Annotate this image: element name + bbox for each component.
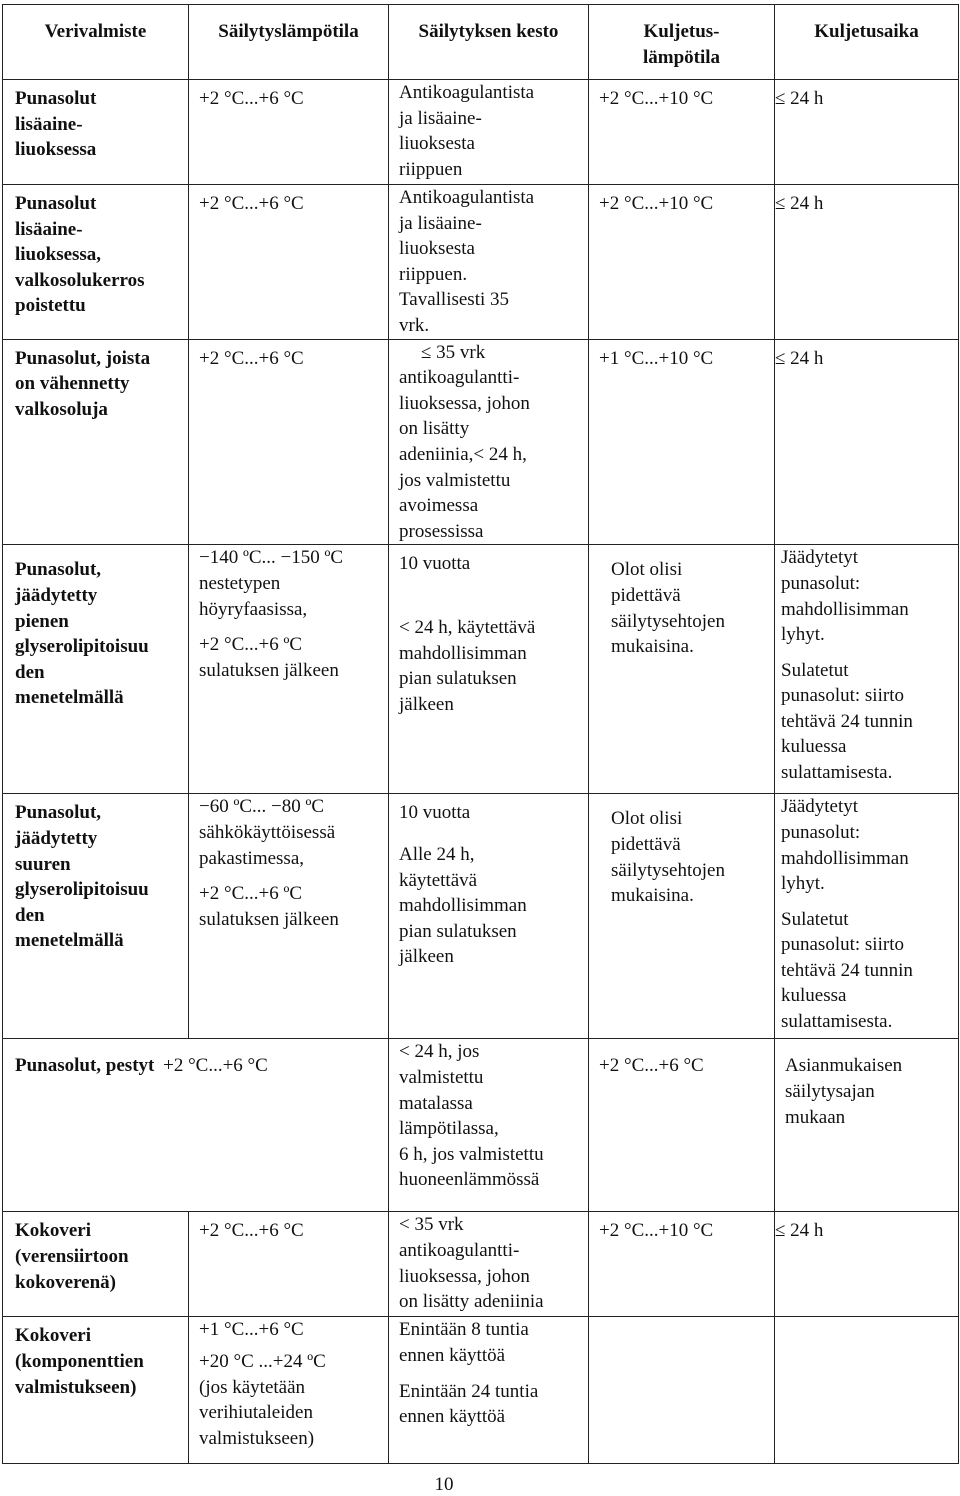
product-cell xyxy=(3,794,189,1039)
table-row xyxy=(3,1039,959,1212)
duration-line: ennen käyttöä xyxy=(399,1344,506,1366)
transport-time-cell xyxy=(775,1317,959,1464)
transport-temp-value: +2 °C...+10 °C xyxy=(599,193,714,214)
product-line: liuoksessa xyxy=(15,139,97,161)
table-row xyxy=(3,80,959,185)
transport-temp-cell xyxy=(589,1212,775,1317)
duration-line: on lisätty adeniinia xyxy=(399,1291,544,1313)
storage-temp-value: +2 °C...+6 °C xyxy=(199,88,304,109)
duration-line: Enintään 24 tuntia xyxy=(399,1380,539,1402)
product-line: Punasolut xyxy=(15,193,97,214)
transport-time-line: punasolut: xyxy=(781,572,861,594)
duration-line: ennen käyttöä xyxy=(399,1406,506,1428)
transport-temp-line: säilytysehtojen xyxy=(611,610,725,632)
transport-temp-line: säilytysehtojen xyxy=(611,859,725,881)
duration-line: valmistettu xyxy=(399,1066,484,1088)
duration-line: liuoksesta xyxy=(399,238,475,260)
product-line: lisäaine- xyxy=(15,113,83,135)
transport-time-line: sulattamisesta. xyxy=(781,1011,893,1033)
transport-time-value: ≤ 24 h xyxy=(775,347,824,369)
transport-time-cell xyxy=(775,794,959,1039)
transport-time-cell xyxy=(775,1212,959,1317)
product-line: den xyxy=(15,904,45,926)
transport-temp-line: pidettävä xyxy=(611,584,681,606)
transport-temp-value: +1 °C...+10 °C xyxy=(599,347,714,369)
storage-temp-cell xyxy=(189,80,389,185)
duration-line: antikoagulantti- xyxy=(399,367,520,389)
duration-line: < 24 h, käytettävä xyxy=(399,616,536,638)
duration-line: avoimessa xyxy=(399,495,479,517)
transport-time-cell xyxy=(775,1039,959,1212)
storage-temp-line: sähkökäyttöisessä xyxy=(199,821,336,843)
product-line: suuren xyxy=(15,853,71,875)
transport-temp-cell xyxy=(589,1317,775,1464)
product-line: menetelmällä xyxy=(15,687,124,709)
header-transport-temp-line1: Kuljetus- xyxy=(643,21,720,42)
table-row xyxy=(3,545,959,794)
transport-temp-cell xyxy=(589,185,775,340)
transport-time-line: punasolut: xyxy=(781,821,861,843)
duration-line: pian sulatuksen xyxy=(399,920,517,942)
product-line: den xyxy=(15,661,45,683)
duration-line: Antikoagulantista xyxy=(399,82,535,103)
transport-time-line: kuluessa xyxy=(781,985,847,1007)
table-header-row xyxy=(3,5,959,80)
transport-temp-line: mukaisina. xyxy=(611,636,694,658)
table-row xyxy=(3,1317,959,1464)
product-cell xyxy=(3,80,189,185)
storage-temp-line: verihiutaleiden xyxy=(199,1402,313,1424)
duration-line: liuoksesta xyxy=(399,133,475,155)
duration-line: adeniinia,< 24 h, xyxy=(399,443,527,465)
transport-time-line: mahdollisimman xyxy=(781,598,909,620)
product-line: Kokoveri xyxy=(15,1325,91,1347)
transport-time-line: punasolut: siirto xyxy=(781,685,904,707)
header-transport-temp-line2: lämpötila xyxy=(642,46,721,68)
transport-temp-cell xyxy=(589,80,775,185)
transport-temp-line: Olot olisi xyxy=(611,559,683,581)
storage-temp-cell xyxy=(189,545,389,794)
transport-temp-value: +2 °C...+6 °C xyxy=(599,1055,704,1077)
duration-cell xyxy=(389,794,589,1039)
duration-line: liuoksessa, johon xyxy=(399,392,530,414)
transport-temp-line: Olot olisi xyxy=(611,808,683,830)
transport-temp-cell xyxy=(589,794,775,1039)
transport-time-line: tehtävä 24 tunnin xyxy=(781,959,913,981)
product-line: poistettu xyxy=(15,295,86,317)
duration-line: < 35 vrk xyxy=(399,1214,464,1236)
product-line: jäädytetty xyxy=(15,827,98,849)
product-line: Punasolut, pestyt xyxy=(15,1055,155,1077)
duration-line: jälkeen xyxy=(399,693,454,715)
duration-line: huoneenlämmössä xyxy=(399,1169,540,1191)
product-cell xyxy=(3,185,189,340)
storage-temp-value: +2 °C...+6 °C xyxy=(199,347,304,369)
product-line: (verensiirtoon xyxy=(15,1245,129,1267)
product-cell xyxy=(3,1212,189,1317)
storage-temp-line: sulatuksen jälkeen xyxy=(199,908,339,930)
transport-time-value: ≤ 24 h xyxy=(775,88,824,109)
duration-cell xyxy=(389,545,589,794)
duration-cell xyxy=(389,1039,589,1212)
transport-temp-value: +2 °C...+10 °C xyxy=(599,88,714,109)
transport-temp-line: pidettävä xyxy=(611,833,681,855)
storage-temp-line: +1 °C...+6 °C xyxy=(199,1319,304,1341)
product-line: (komponenttien xyxy=(15,1350,144,1372)
duration-line: 6 h, jos valmistettu xyxy=(399,1143,544,1165)
storage-temp-cell xyxy=(189,1212,389,1317)
transport-temp-cell xyxy=(589,545,775,794)
transport-time-line: tehtävä 24 tunnin xyxy=(781,710,913,732)
product-line: on vähennetty xyxy=(15,373,130,395)
product-cell xyxy=(3,1317,189,1464)
transport-time-value: ≤ 24 h xyxy=(775,193,824,214)
transport-time-line: säilytysajan xyxy=(785,1080,875,1102)
transport-time-cell xyxy=(775,339,959,545)
transport-time-line: lyhyt. xyxy=(781,873,825,895)
transport-time-line: lyhyt. xyxy=(781,624,825,646)
storage-temp-cell xyxy=(189,339,389,545)
transport-time-line: mahdollisimman xyxy=(781,847,909,869)
table-row xyxy=(3,185,959,340)
transport-time-line: Asianmukaisen xyxy=(785,1055,903,1077)
duration-line: 10 vuotta xyxy=(399,802,471,824)
storage-temp-line: nestetypen xyxy=(199,572,281,594)
duration-line: ja lisäaine- xyxy=(399,212,482,234)
duration-line: ≤ 35 vrk xyxy=(421,341,486,363)
storage-temp-value: +2 °C...+6 °C xyxy=(199,193,304,214)
product-line: pienen xyxy=(15,610,69,632)
transport-temp-line: mukaisina. xyxy=(611,885,694,907)
storage-temp-line: −140 ºC... −150 ºC xyxy=(199,547,344,569)
transport-time-line: sulattamisesta. xyxy=(781,762,893,784)
storage-temp-line: +2 °C...+6 ºC xyxy=(199,634,303,656)
duration-line: mahdollisimman xyxy=(399,642,527,664)
storage-temp-line: sulatuksen jälkeen xyxy=(199,659,339,681)
transport-temp-cell xyxy=(589,339,775,545)
product-line: valkosoluja xyxy=(15,398,108,420)
duration-line: jos valmistettu xyxy=(399,469,511,491)
product-line: Punasolut, xyxy=(15,559,102,581)
transport-time-line: punasolut: siirto xyxy=(781,934,904,956)
transport-time-line: mukaan xyxy=(785,1106,846,1128)
duration-line: Antikoagulantista xyxy=(399,187,535,208)
table-row xyxy=(3,1212,959,1317)
duration-line: pian sulatuksen xyxy=(399,668,517,690)
duration-line: mahdollisimman xyxy=(399,895,527,917)
product-line: Punasolut xyxy=(15,88,97,109)
storage-temp-line: +2 °C...+6 ºC xyxy=(199,883,303,905)
product-line: Punasolut, joista xyxy=(15,347,151,369)
product-cell xyxy=(3,1039,389,1212)
duration-line: Enintään 8 tuntia xyxy=(399,1319,529,1341)
duration-line: käytettävä xyxy=(399,869,478,891)
product-line: menetelmällä xyxy=(15,930,124,952)
storage-temp-line: −60 ºC... −80 ºC xyxy=(199,796,325,818)
duration-line: vrk. xyxy=(399,314,430,336)
duration-line: prosessissa xyxy=(399,520,484,542)
duration-cell xyxy=(389,80,589,185)
storage-temp-line: +20 °C ...+24 ºC xyxy=(199,1350,326,1372)
header-transport-temp xyxy=(589,5,775,80)
product-cell xyxy=(3,339,189,545)
duration-cell xyxy=(389,339,589,545)
product-line: glyserolipitoisuu xyxy=(15,636,149,658)
storage-temp-line: valmistukseen) xyxy=(199,1427,315,1449)
duration-cell xyxy=(389,1317,589,1464)
transport-time-cell xyxy=(775,545,959,794)
product-line: Punasolut, xyxy=(15,802,102,824)
transport-temp-value: +2 °C...+10 °C xyxy=(599,1220,714,1242)
storage-temp-cell xyxy=(189,185,389,340)
transport-time-value: ≤ 24 h xyxy=(775,1220,824,1242)
duration-line: on lisätty xyxy=(399,418,470,440)
duration-cell xyxy=(389,1212,589,1317)
product-line: jäädytetty xyxy=(15,584,98,606)
page-number: 10 xyxy=(434,1474,454,1495)
storage-temp-line: höyryfaasissa, xyxy=(199,598,308,620)
duration-line: riippuen xyxy=(399,158,463,180)
transport-time-line: kuluessa xyxy=(781,736,847,758)
product-line: liuoksessa, xyxy=(15,244,102,266)
transport-time-cell xyxy=(775,185,959,340)
header-storage-temp: Säilytyslämpötila xyxy=(189,5,389,80)
product-line: Kokoveri xyxy=(15,1220,91,1242)
storage-temp-cell xyxy=(189,1317,389,1464)
duration-line: 10 vuotta xyxy=(399,553,471,575)
duration-line: liuoksessa, johon xyxy=(399,1265,530,1287)
duration-line: antikoagulantti- xyxy=(399,1239,520,1261)
product-line: kokoverenä) xyxy=(15,1271,116,1293)
blood-products-table xyxy=(2,4,959,1464)
transport-time-line: Sulatetut xyxy=(781,908,849,930)
duration-line: ja lisäaine- xyxy=(399,107,482,129)
storage-temp-value: +2 °C...+6 °C xyxy=(199,1220,304,1242)
duration-line: riippuen. xyxy=(399,263,468,285)
duration-line: < 24 h, jos xyxy=(399,1041,480,1063)
header-storage-duration: Säilytyksen kesto xyxy=(389,5,589,80)
duration-cell xyxy=(389,185,589,340)
duration-line: Alle 24 h, xyxy=(399,843,475,865)
duration-line: Tavallisesti 35 xyxy=(399,289,510,311)
product-line: valkosolukerros xyxy=(15,269,145,291)
storage-temp-cell xyxy=(189,794,389,1039)
storage-temp-line: pakastimessa, xyxy=(199,847,305,869)
transport-time-cell xyxy=(775,80,959,185)
product-line: valmistukseen) xyxy=(15,1376,137,1398)
header-product: Verivalmiste xyxy=(3,5,189,80)
storage-temp-value: +2 °C...+6 °C xyxy=(163,1055,268,1077)
duration-line: matalassa xyxy=(399,1092,473,1114)
storage-temp-line: (jos käytetään xyxy=(199,1376,306,1398)
transport-temp-cell xyxy=(589,1039,775,1212)
product-line: lisäaine- xyxy=(15,218,83,240)
product-line: glyserolipitoisuu xyxy=(15,879,149,901)
duration-line: jälkeen xyxy=(399,946,454,968)
header-transport-time: Kuljetusaika xyxy=(775,5,959,80)
table-row xyxy=(3,339,959,545)
transport-time-line: Jäädytetyt xyxy=(781,796,859,818)
transport-time-line: Sulatetut xyxy=(781,659,849,681)
table-row xyxy=(3,794,959,1039)
duration-line: lämpötilassa, xyxy=(399,1118,499,1140)
product-cell xyxy=(3,545,189,794)
transport-time-line: Jäädytetyt xyxy=(781,547,859,569)
